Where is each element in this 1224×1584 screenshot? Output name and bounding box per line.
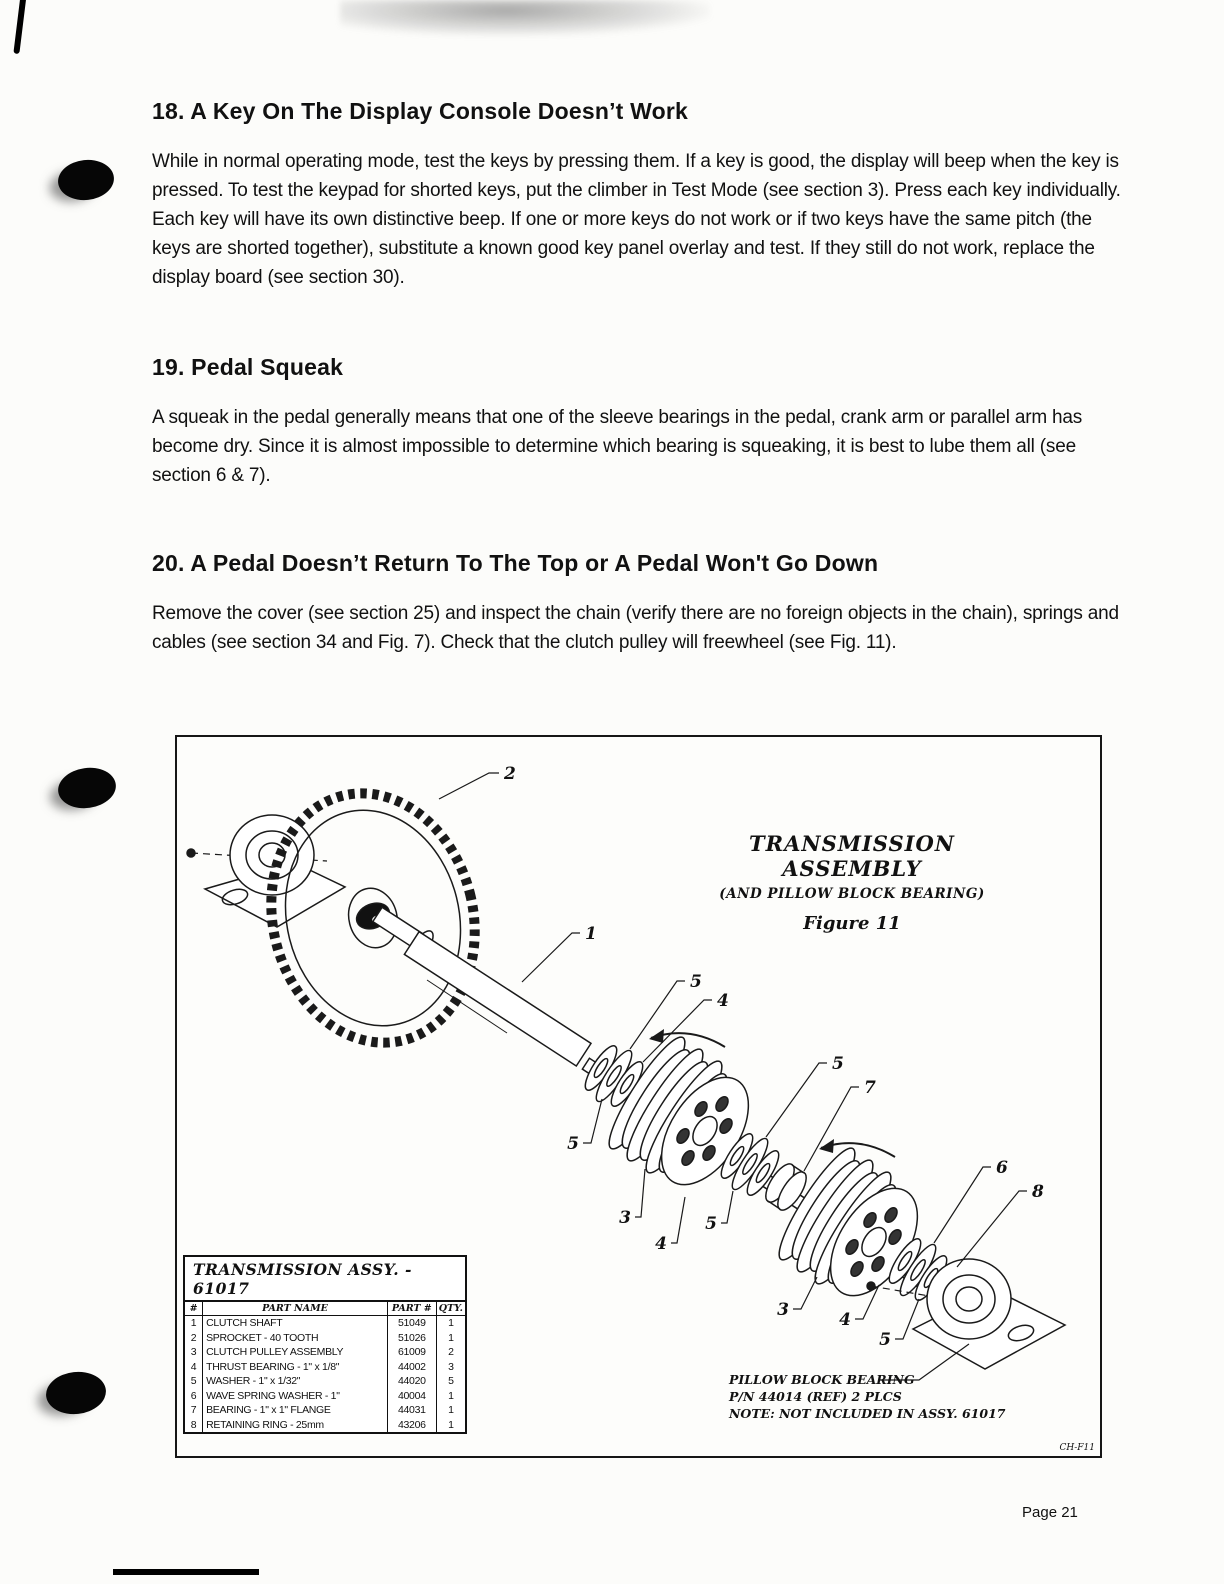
callout-label: 3 [777,1300,789,1320]
part-id-cell: 61009 [387,1345,436,1360]
part-id-cell: 44020 [387,1374,436,1389]
callout-label: 5 [705,1214,717,1234]
figure-caption: Figure 11 [803,913,901,934]
hole-punch-mark [56,157,116,203]
table-row [185,1345,465,1360]
part-id-cell: 44002 [387,1360,436,1375]
table-row [185,1360,465,1375]
column-header: # [185,1302,203,1316]
part-id-cell: 51049 [387,1316,436,1331]
page-content [152,98,1127,657]
item-number-cell: 2 [190,1331,197,1344]
pillow-block-bearing-left [187,815,345,927]
drawing-code: CH-F11 [1059,1443,1095,1453]
figure-title: TRANSMISSION ASSEMBLY [749,831,955,881]
callout-label: 5 [690,972,702,992]
rotation-arrow [819,1139,895,1157]
qty-cell: 3 [436,1360,465,1375]
scan-edge-mark [113,1569,259,1575]
scan-smudge [340,0,710,36]
part-id-cell: 40004 [387,1389,436,1404]
section-20 [152,550,1127,657]
qty-cell: 1 [436,1389,465,1404]
section-body: While in normal operating mode, test the keys by pressing them. If a key is good, the display will beep when the key is pressed. To test the keypad for shorted keys, put the climber in Test Mode (see section 3). Press each key individually. Each key will have its own distinctive beep. If one or more keys do not work or if two keys have the same pitch (the keys are shorted together), substitute a known good key panel overlay and test. If they still do not work, replace the display board (see section 30). [152,151,1121,288]
callout-label: 5 [567,1134,579,1154]
qty-cell: 1 [436,1316,465,1331]
note-line: P/N 44014 (REF) 2 PLCS [729,1389,902,1404]
page-number: Page 21 [1022,1504,1078,1521]
item-number-cell: 8 [190,1418,197,1431]
callout-label: 5 [832,1054,844,1074]
section-heading: 19. Pedal Squeak [152,354,344,380]
callout-label: 4 [839,1310,851,1330]
qty-cell: 1 [436,1403,465,1418]
item-number-cell: 1 [190,1317,197,1329]
callout-label: 7 [864,1078,876,1098]
part-name-cell: THRUST BEARING - 1" x 1/8" [203,1360,388,1375]
callout-label: 8 [1032,1182,1044,1202]
item-number-cell: 3 [190,1346,197,1358]
note-line: PILLOW BLOCK BEARING [729,1372,915,1387]
callout-label: 3 [619,1208,631,1228]
part-name-cell: WAVE SPRING WASHER - 1" [203,1389,388,1404]
callout-label: 4 [655,1234,667,1254]
section-body: A squeak in the pedal generally means that one of the sleeve bearings in the pedal, crank arm or parallel arm has become dry. Since it is almost impossible to determine which bearing is squeaking, it is best to lube them all (see section 6 & 7). [152,407,1083,486]
section-body: Remove the cover (see section 25) and inspect the chain (verify there are no foreign objects in the chain), springs and cables (see section 34 and Fig. 7). Check that the clutch pulley will freewheel (see Fig. 11). [152,603,1119,653]
figure-note [729,1371,1005,1422]
part-name-cell: CLUTCH SHAFT [203,1316,388,1331]
qty-cell: 5 [436,1374,465,1389]
column-header: PART NAME [203,1302,388,1316]
column-header: PART # [387,1302,436,1316]
table-header-row [185,1302,465,1316]
pen-mark [13,0,26,54]
figure-title-block [682,831,1022,934]
callout-label: 6 [996,1158,1008,1178]
qty-cell: 1 [436,1331,465,1346]
table-row [185,1418,465,1433]
part-name-cell: SPROCKET - 40 TOOTH [203,1331,388,1346]
part-id-cell: 51026 [387,1331,436,1346]
callout-label: 2 [504,764,516,784]
figure-subtitle: (AND PILLOW BLOCK BEARING) [719,886,985,902]
callout-label: 4 [717,991,729,1011]
callout-label: 5 [879,1330,891,1350]
part-id-cell: 44031 [387,1403,436,1418]
column-header: QTY. [436,1302,465,1316]
note-line: NOTE: NOT INCLUDED IN ASSY. 61017 [729,1406,1006,1421]
table-row [185,1403,465,1418]
section-18 [152,98,1127,292]
table-row [185,1316,465,1331]
item-number-cell: 7 [190,1404,197,1416]
item-number-cell: 5 [190,1375,197,1387]
qty-cell: 1 [436,1418,465,1433]
section-heading: 18. A Key On The Display Console Doesn’t Work [152,98,688,124]
item-number-cell: 4 [190,1360,197,1373]
table-row [185,1331,465,1346]
item-number-cell: 6 [190,1389,197,1402]
callout-label: 1 [585,924,597,944]
section-19 [152,354,1127,490]
qty-cell: 2 [436,1345,465,1360]
hole-punch-mark [44,1369,108,1417]
parts-table-title: TRANSMISSION ASSY. - 61017 [185,1257,465,1302]
parts-table [183,1255,467,1434]
part-name-cell: CLUTCH PULLEY ASSEMBLY [203,1345,388,1360]
table-row [185,1374,465,1389]
hole-punch-mark [55,764,118,812]
part-name-cell: BEARING - 1" x 1" FLANGE [203,1403,388,1418]
figure-11-box [175,735,1102,1458]
part-name-cell: WASHER - 1" x 1/32" [203,1374,388,1389]
table-row [185,1389,465,1404]
part-id-cell: 43206 [387,1418,436,1433]
part-name-cell: RETAINING RING - 25mm [203,1418,388,1433]
section-heading: 20. A Pedal Doesn’t Return To The Top or A Pedal Won't Go Down [152,550,879,576]
